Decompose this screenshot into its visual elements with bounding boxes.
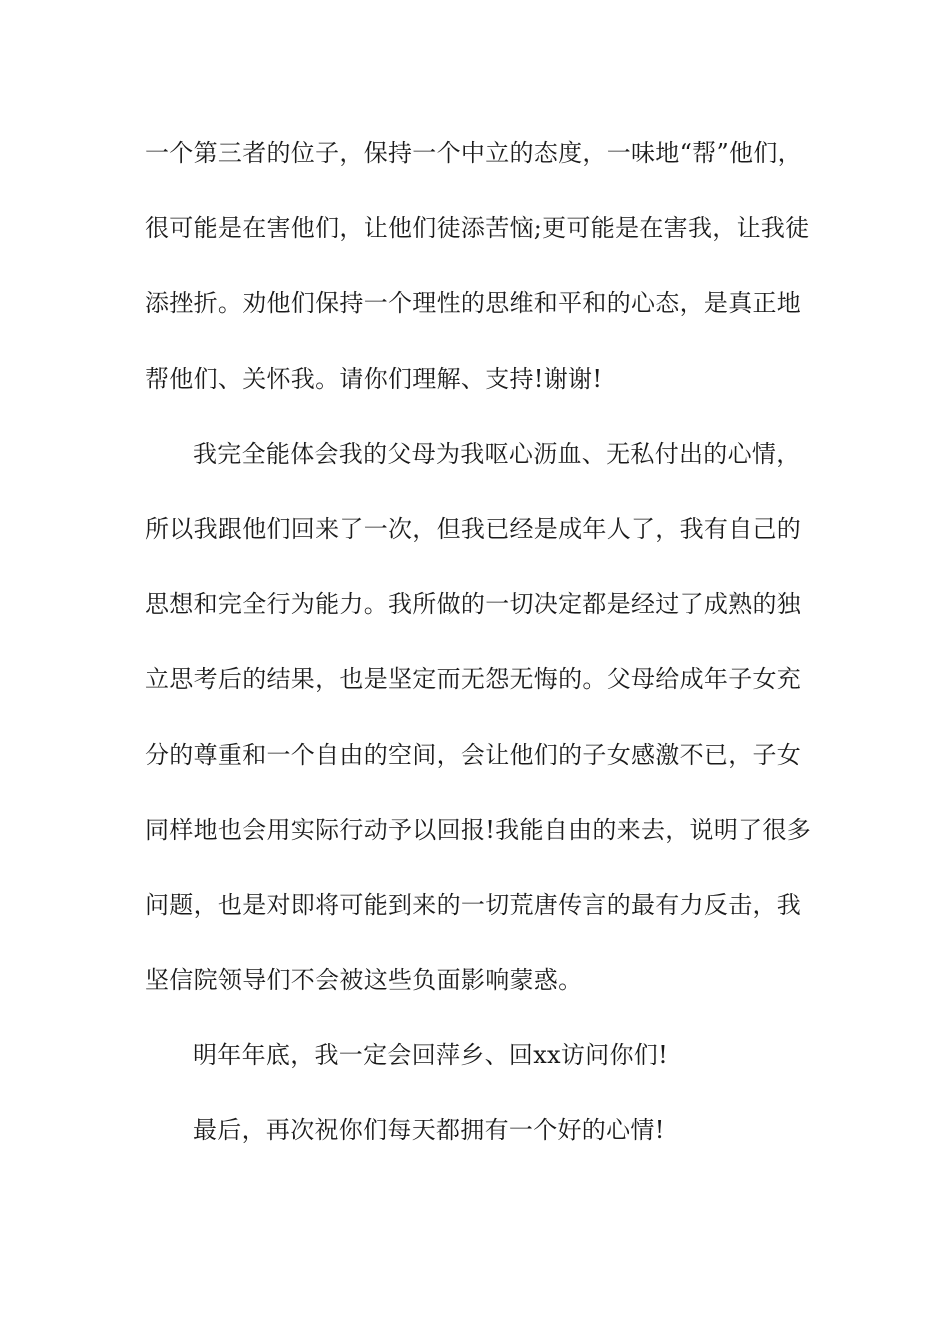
text-line: 立思考后的结果，也是坚定而无怨无悔的。父母给成年子女充 — [145, 665, 802, 694]
text-line: 很可能是在害他们，让他们徒添苦恼;更可能是在害我，让我徒 — [145, 214, 810, 243]
text-line: 添挫折。劝他们保持一个理性的思维和平和的心态，是真正地 — [145, 289, 802, 318]
text-line: 坚信院领导们不会被这些负面影响蒙惑。 — [145, 966, 583, 995]
text-line: 帮他们、关怀我。请你们理解、支持!谢谢! — [145, 364, 603, 393]
text-line: 同样地也会用实际行动予以回报!我能自由的来去，说明了很多 — [145, 815, 812, 844]
text-line: 思想和完全行为能力。我所做的一切决定都是经过了成熟的独 — [145, 590, 802, 619]
paragraph-first-line: 我完全能体会我的父母为我呕心沥血、无私付出的心情， — [193, 439, 801, 468]
text-line: 问题，也是对即将可能到来的一切荒唐传言的最有力反击，我 — [145, 890, 802, 919]
document-body — [145, 127, 810, 1180]
paragraph-first-line: 明年年底，我一定会回萍乡、回xx访问你们! — [193, 1041, 669, 1070]
paragraph-first-line: 最后，再次祝你们每天都拥有一个好的心情! — [193, 1116, 665, 1145]
text-line: 分的尊重和一个自由的空间，会让他们的子女感激不已，子女 — [145, 740, 802, 769]
text-line: 一个第三者的位子，保持一个中立的态度，一味地“帮”他们， — [145, 139, 802, 167]
text-line: 所以我跟他们回来了一次，但我已经是成年人了，我有自己的 — [145, 514, 802, 543]
